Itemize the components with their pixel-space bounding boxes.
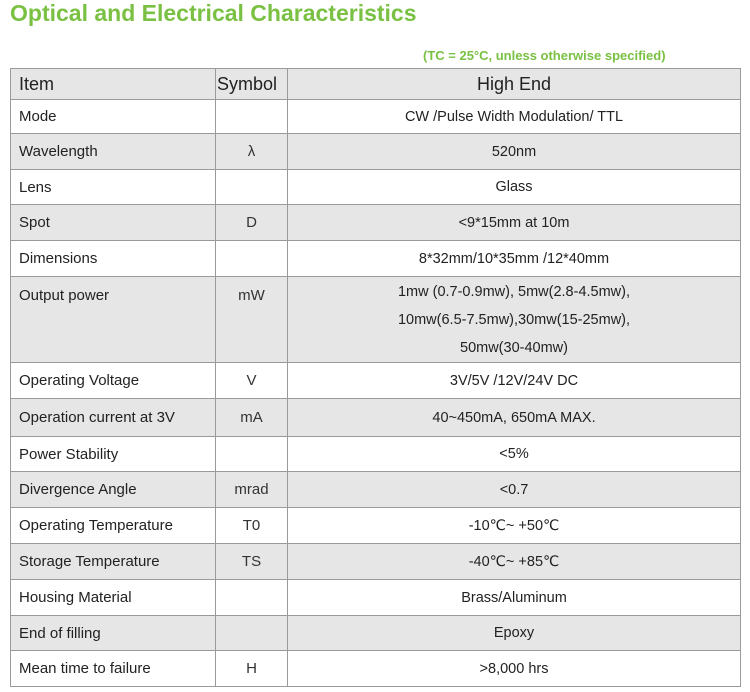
row-item: Power Stability <box>11 437 216 472</box>
row-value: 8*32mm/10*35mm /12*40mm <box>288 241 741 277</box>
table-header-row <box>11 69 741 100</box>
page-title: Optical and Electrical Characteristics <box>10 0 417 26</box>
characteristics-table <box>10 68 741 687</box>
row-item: Operation current at 3V <box>11 399 216 437</box>
row-value: -10℃~ +50℃ <box>288 508 741 544</box>
row-symbol: T0 <box>216 508 288 544</box>
row-symbol: D <box>216 205 288 241</box>
table-row <box>11 580 741 616</box>
row-symbol: H <box>216 651 288 687</box>
table-row <box>11 544 741 580</box>
table-row <box>11 508 741 544</box>
row-value: 40~450mA, 650mA MAX. <box>288 399 741 437</box>
row-item: Storage Temperature <box>11 544 216 580</box>
row-item: Operating Voltage <box>11 363 216 399</box>
row-symbol <box>216 616 288 651</box>
row-item: Wavelength <box>11 134 216 170</box>
row-value: >8,000 hrs <box>288 651 741 687</box>
table-row <box>11 437 741 472</box>
table-row <box>11 205 741 241</box>
row-value: 520nm <box>288 134 741 170</box>
output-power-line: 1mw (0.7-0.9mw), 5mw(2.8-4.5mw), <box>397 283 631 300</box>
row-item: Dimensions <box>11 241 216 277</box>
table-row <box>11 616 741 651</box>
row-symbol: mW <box>216 277 288 363</box>
row-item: Lens <box>11 170 216 205</box>
row-item: Mode <box>11 100 216 134</box>
table-row <box>11 399 741 437</box>
table-row <box>11 170 741 205</box>
row-value: Brass/Aluminum <box>288 580 741 616</box>
row-symbol: λ <box>216 134 288 170</box>
row-value: <0.7 <box>288 472 741 508</box>
row-item: Divergence Angle <box>11 472 216 508</box>
row-value <box>288 277 741 363</box>
header-item: Item <box>11 69 216 100</box>
row-item: Mean time to failure <box>11 651 216 687</box>
row-item: Output power <box>11 277 216 363</box>
output-power-line: 10mw(6.5-7.5mw),30mw(15-25mw), <box>397 311 631 328</box>
header-symbol: Symbol <box>216 69 288 100</box>
row-value: 3V/5V /12V/24V DC <box>288 363 741 399</box>
row-symbol: mrad <box>216 472 288 508</box>
row-symbol: TS <box>216 544 288 580</box>
row-symbol <box>216 241 288 277</box>
table-row <box>11 472 741 508</box>
row-item: Operating Temperature <box>11 508 216 544</box>
table-row <box>11 134 741 170</box>
row-value: CW /Pulse Width Modulation/ TTL <box>288 100 741 134</box>
row-item: Housing Material <box>11 580 216 616</box>
test-condition-note: (TC = 25°C, unless otherwise specified) <box>423 48 666 63</box>
header-high-end: High End <box>288 69 741 100</box>
row-item: Spot <box>11 205 216 241</box>
row-value: -40℃~ +85℃ <box>288 544 741 580</box>
row-symbol <box>216 437 288 472</box>
table-row <box>11 277 741 363</box>
row-value: <9*15mm at 10m <box>288 205 741 241</box>
row-value: <5% <box>288 437 741 472</box>
row-symbol: mA <box>216 399 288 437</box>
row-symbol <box>216 580 288 616</box>
row-value: Epoxy <box>288 616 741 651</box>
row-symbol: V <box>216 363 288 399</box>
table-row <box>11 651 741 687</box>
row-symbol <box>216 100 288 134</box>
output-power-line: 50mw(30-40mw) <box>460 339 568 356</box>
row-symbol <box>216 170 288 205</box>
table-row <box>11 363 741 399</box>
row-item: End of filling <box>11 616 216 651</box>
table-row <box>11 241 741 277</box>
table-row <box>11 100 741 134</box>
row-value: Glass <box>288 170 741 205</box>
